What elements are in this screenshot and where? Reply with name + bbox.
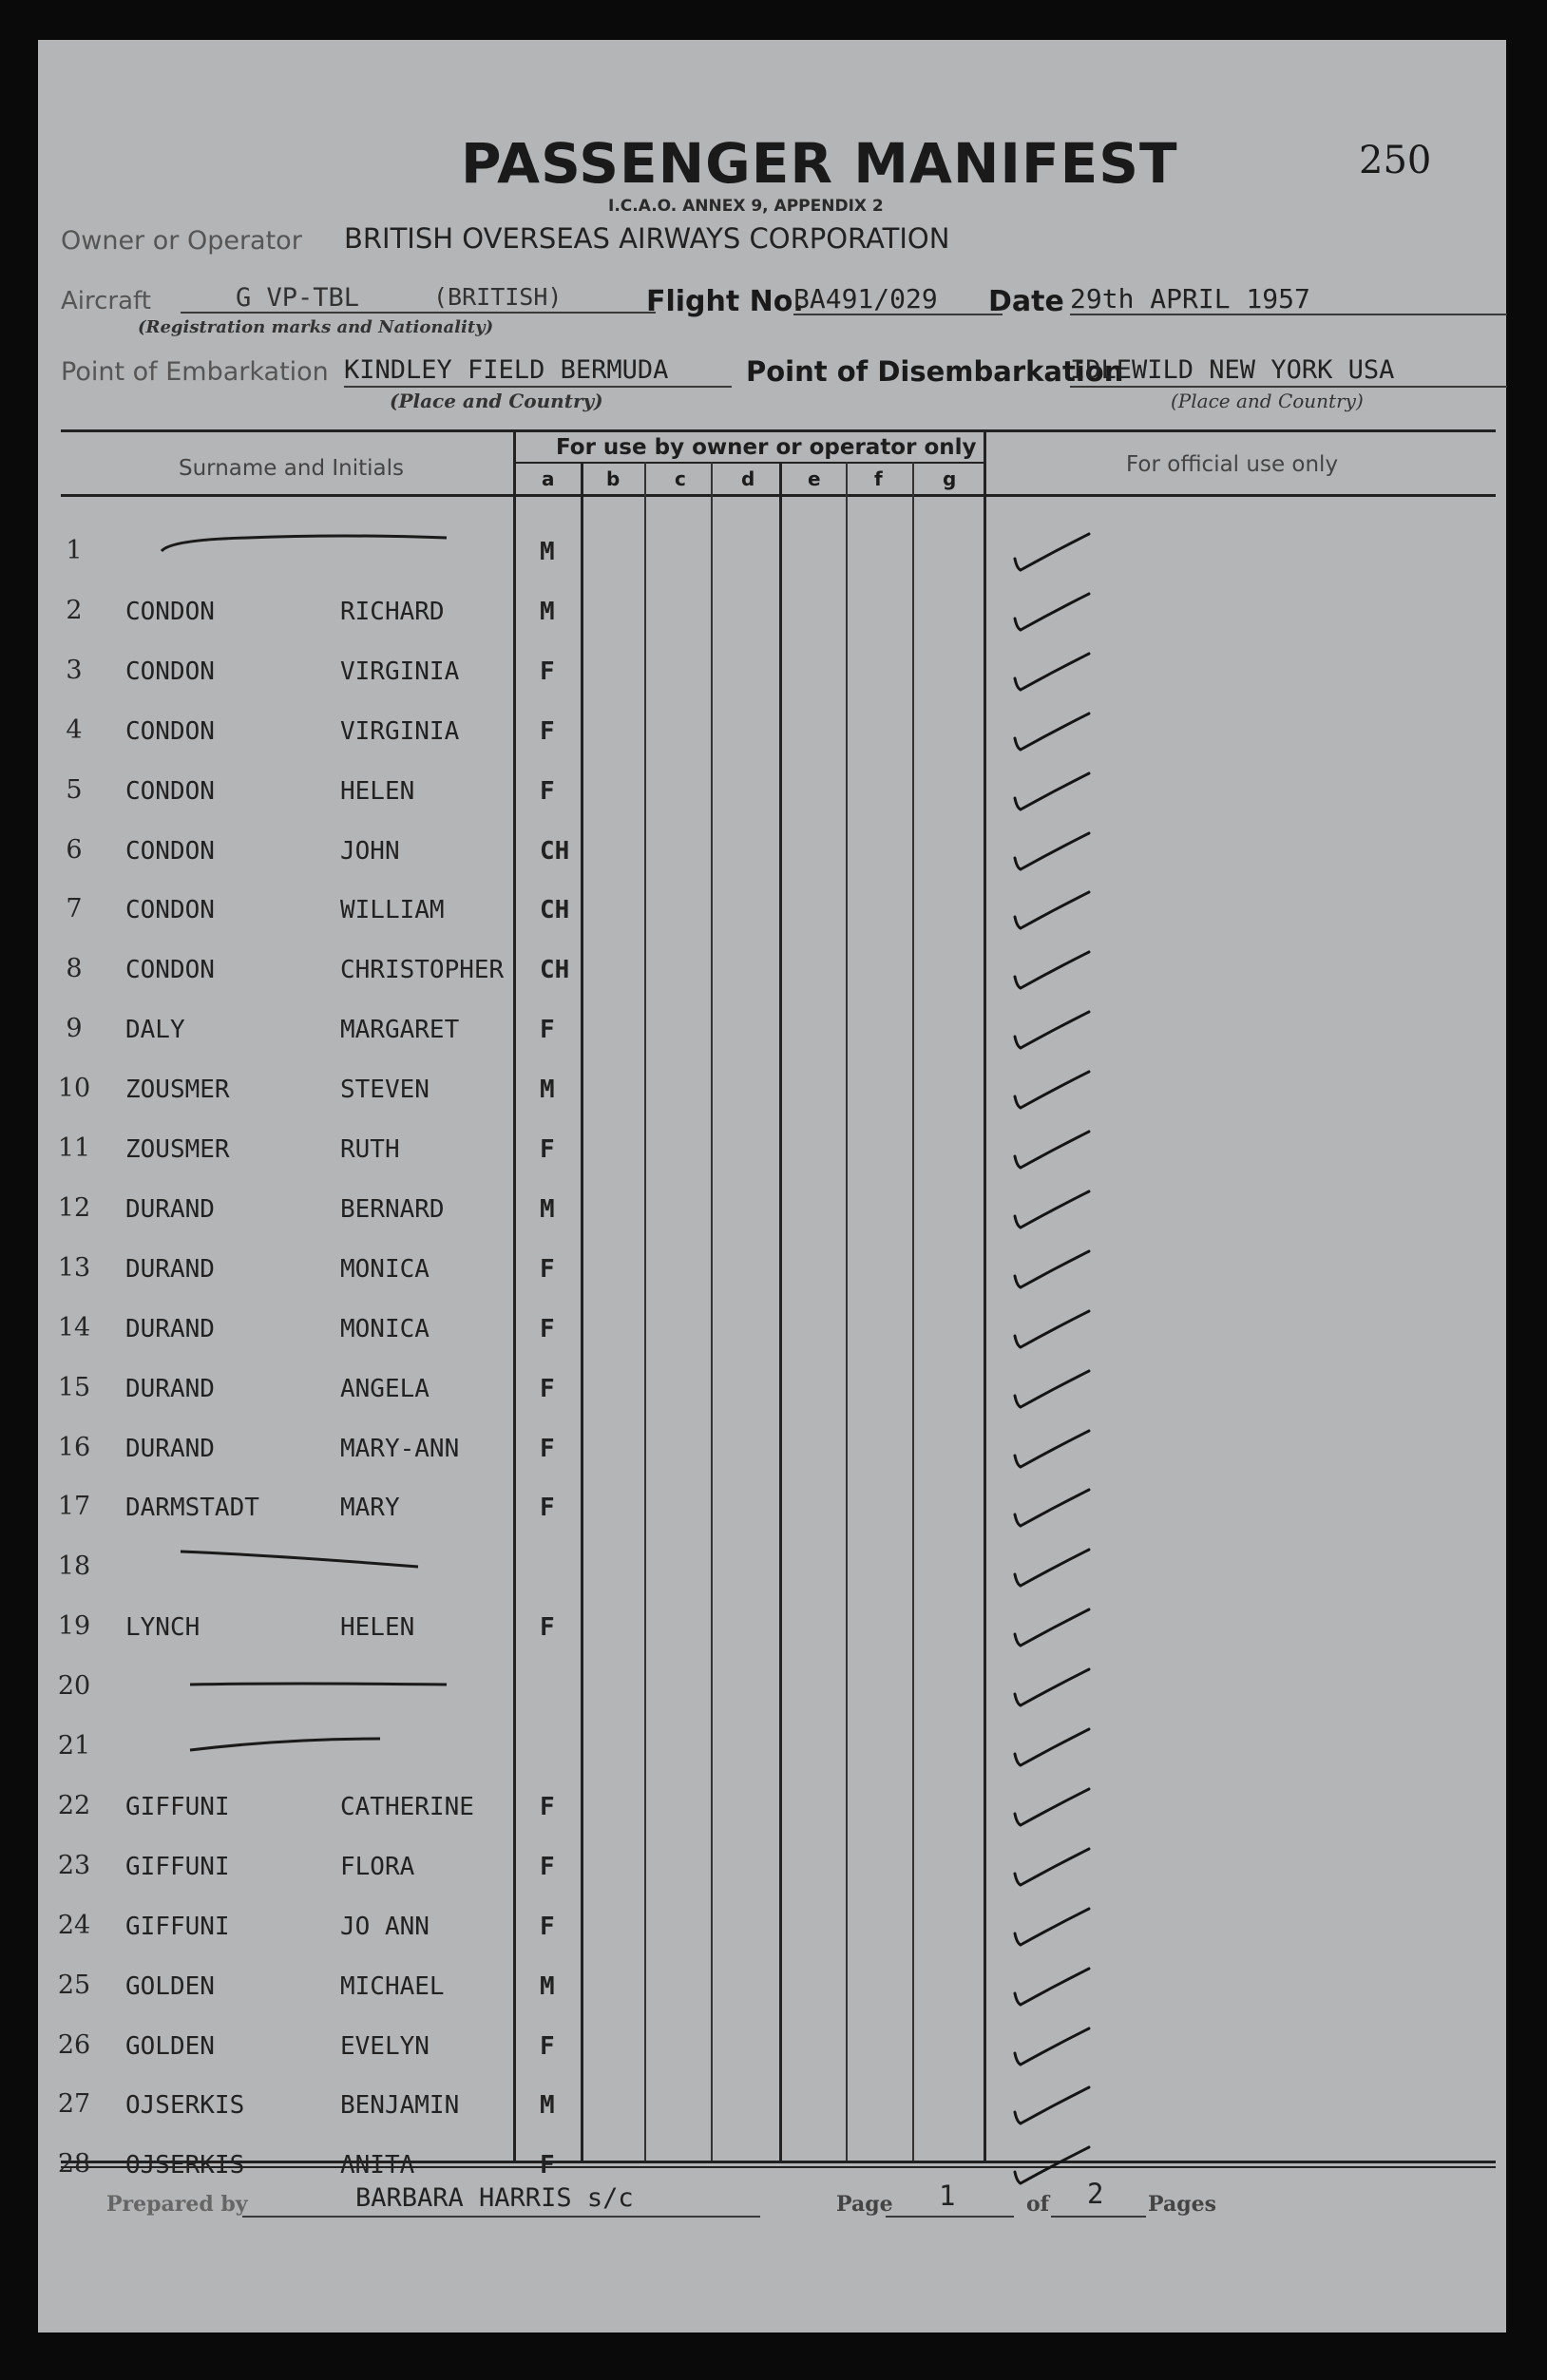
passenger-category: M	[540, 2091, 555, 2120]
subcol-a: a	[542, 467, 555, 490]
table-row	[38, 775, 1506, 834]
passenger-given-name: STEVEN	[340, 1076, 430, 1104]
passenger-category: M	[540, 1972, 555, 2001]
table-row	[38, 656, 1506, 714]
passenger-given-name: HELEN	[340, 1613, 415, 1642]
embark-value: KINDLEY FIELD BERMUDA	[344, 355, 669, 385]
passenger-given-name: CATHERINE	[340, 1793, 474, 1821]
passenger-given-name: JO ANN	[340, 1913, 430, 1941]
passenger-surname: DURAND	[125, 1315, 215, 1343]
subcol-e: e	[808, 467, 821, 490]
passenger-category: F	[540, 1494, 555, 1522]
passenger-given-name: FLORA	[340, 1853, 415, 1881]
passenger-category: F	[540, 777, 555, 806]
table-row	[38, 1433, 1506, 1492]
passenger-given-name: CHRISTOPHER	[340, 956, 505, 984]
passenger-surname: LYNCH	[125, 1613, 201, 1642]
aircraft-nationality: (BRITISH)	[433, 283, 563, 311]
aircraft-label: Aircraft	[61, 287, 151, 315]
subcol-b: b	[606, 467, 621, 490]
of-label: of	[1026, 2192, 1050, 2217]
passenger-surname: CONDON	[125, 777, 215, 806]
table-row	[38, 2030, 1506, 2089]
passenger-surname: CONDON	[125, 956, 215, 984]
passenger-given-name: EVELYN	[340, 2032, 430, 2061]
table-row	[38, 2089, 1506, 2148]
passenger-surname: CONDON	[125, 598, 215, 626]
passenger-surname: CONDON	[125, 657, 215, 686]
passenger-category: M	[540, 1076, 555, 1104]
row-number: 9	[66, 1014, 83, 1043]
table-row	[38, 1911, 1506, 1970]
passenger-surname: GIFFUNI	[125, 1793, 230, 1821]
passenger-category: F	[540, 1315, 555, 1343]
passenger-given-name: BENJAMIN	[340, 2091, 460, 2120]
subcol-f: f	[874, 467, 883, 490]
prepared-label: Prepared by	[106, 2192, 248, 2217]
passenger-surname: GOLDEN	[125, 1972, 215, 2001]
row-number: 16	[57, 1433, 91, 1462]
table-row	[38, 1791, 1506, 1850]
table-top-rule	[61, 429, 1496, 432]
passenger-category: F	[540, 657, 555, 686]
page-stamp: 250	[1359, 139, 1432, 182]
subcol-c: c	[675, 467, 686, 490]
passenger-category: F	[540, 1435, 555, 1463]
col-header-name: Surname and Initials	[179, 456, 404, 481]
passenger-category: F	[540, 1613, 555, 1642]
embark-note: (Place and Country)	[390, 390, 603, 412]
page-number: 1	[939, 2180, 956, 2212]
passenger-category: F	[540, 1375, 555, 1403]
passenger-given-name: MONICA	[340, 1315, 430, 1343]
passenger-category: CH	[540, 896, 570, 924]
subcol-g: g	[943, 467, 957, 490]
prepared-value: BARBARA HARRIS s/c	[355, 2183, 634, 2213]
row-number: 12	[57, 1193, 91, 1223]
passenger-category: F	[540, 1793, 555, 1821]
passenger-category: F	[540, 2032, 555, 2061]
passenger-surname: ZOUSMER	[125, 1135, 230, 1164]
table-row	[38, 2149, 1506, 2208]
passenger-category: F	[540, 1853, 555, 1881]
row-number: 20	[57, 1671, 91, 1701]
passenger-surname: DURAND	[125, 1435, 215, 1463]
row-number: 14	[57, 1313, 91, 1342]
manifest-page	[38, 40, 1506, 2332]
passenger-given-name: MARY	[340, 1494, 400, 1522]
table-row	[38, 835, 1506, 894]
owner-label: Owner or Operator	[61, 226, 302, 256]
row-number: 22	[57, 1791, 91, 1820]
table-row	[38, 1133, 1506, 1192]
row-number: 25	[57, 1971, 91, 2000]
page-total: 2	[1087, 2178, 1104, 2210]
passenger-given-name: ANGELA	[340, 1375, 430, 1403]
table-row	[38, 1193, 1506, 1252]
passenger-surname: GIFFUNI	[125, 1913, 230, 1941]
passenger-surname: CONDON	[125, 896, 215, 924]
passenger-given-name: BERNARD	[340, 1195, 445, 1224]
table-row	[38, 1074, 1506, 1133]
col-header-owner: For use by owner or operator only	[556, 435, 977, 460]
strikethrough-mark	[133, 1718, 513, 1765]
table-row	[38, 1971, 1506, 2029]
aircraft-note: (Registration marks and Nationality)	[138, 317, 494, 337]
passenger-category: CH	[540, 837, 570, 866]
row-number: 11	[57, 1133, 91, 1163]
page-subtitle: I.C.A.O. ANNEX 9, APPENDIX 2	[608, 197, 884, 216]
passenger-category: F	[540, 1255, 555, 1284]
strikethrough-mark	[133, 1538, 513, 1586]
row-number: 15	[57, 1373, 91, 1402]
passenger-surname: DALY	[125, 1016, 185, 1044]
passenger-given-name: RUTH	[340, 1135, 400, 1164]
row-number: 1	[66, 536, 83, 565]
passenger-given-name: WILLIAM	[340, 896, 445, 924]
table-row	[38, 954, 1506, 1013]
passenger-surname: DARMSTADT	[125, 1494, 259, 1522]
passenger-given-name: MICHAEL	[340, 1972, 445, 2001]
table-row	[38, 715, 1506, 774]
flight-label: Flight No.	[646, 285, 804, 318]
owner-value: BRITISH OVERSEAS AIRWAYS CORPORATION	[344, 222, 950, 255]
page-title: PASSENGER MANIFEST	[461, 131, 1178, 196]
row-number: 4	[66, 715, 83, 745]
table-row	[38, 1313, 1506, 1372]
passenger-given-name: MARGARET	[340, 1016, 460, 1044]
passenger-given-name: RICHARD	[340, 598, 445, 626]
passenger-surname: CONDON	[125, 837, 215, 866]
passenger-category: CH	[540, 956, 570, 984]
row-number: 3	[66, 656, 83, 685]
strikethrough-mark	[133, 1658, 513, 1705]
row-number: 10	[57, 1074, 91, 1103]
subcol-d: d	[741, 467, 755, 490]
table-row	[38, 536, 1506, 595]
passenger-category: M	[540, 538, 555, 566]
passenger-surname: DURAND	[125, 1255, 215, 1284]
passenger-surname: GOLDEN	[125, 2032, 215, 2061]
table-row	[38, 1552, 1506, 1610]
row-number: 8	[66, 954, 83, 983]
row-number: 17	[57, 1492, 91, 1521]
disembark-note: (Place and Country)	[1171, 390, 1364, 412]
pages-label: Pages	[1148, 2192, 1216, 2217]
passenger-category: F	[540, 717, 555, 746]
embark-label: Point of Embarkation	[61, 357, 329, 387]
passenger-category: F	[540, 1016, 555, 1044]
row-number: 19	[57, 1611, 91, 1641]
row-number: 18	[57, 1552, 91, 1581]
row-number: 13	[57, 1253, 91, 1283]
row-number: 28	[57, 2149, 91, 2179]
table-row	[38, 1253, 1506, 1312]
passenger-surname: OJSERKIS	[125, 2151, 245, 2180]
passenger-surname: ZOUSMER	[125, 1076, 230, 1104]
passenger-category: M	[540, 598, 555, 626]
passenger-given-name: HELEN	[340, 777, 415, 806]
date-value: 29th APRIL 1957	[1070, 283, 1310, 314]
row-number: 24	[57, 1911, 91, 1940]
passenger-given-name: MARY-ANN	[340, 1435, 460, 1463]
passenger-surname: CONDON	[125, 717, 215, 746]
page-label: Page	[836, 2192, 893, 2217]
passenger-surname: DURAND	[125, 1195, 215, 1224]
table-row	[38, 894, 1506, 953]
date-label: Date	[988, 285, 1064, 318]
row-number: 27	[57, 2089, 91, 2119]
table-row	[38, 1851, 1506, 1910]
passenger-category: F	[540, 1135, 555, 1164]
passenger-surname: GIFFUNI	[125, 1853, 230, 1881]
strikethrough-mark	[133, 523, 513, 570]
table-header-rule	[61, 494, 1496, 497]
row-number: 26	[57, 2030, 91, 2060]
passenger-given-name: ANITA	[340, 2151, 415, 2180]
passenger-category: M	[540, 1195, 555, 1224]
passenger-category: F	[540, 1913, 555, 1941]
table-row	[38, 1373, 1506, 1432]
passenger-given-name: VIRGINIA	[340, 657, 460, 686]
disembark-value: IDLEWILD NEW YORK USA	[1070, 355, 1395, 385]
passenger-given-name: VIRGINIA	[340, 717, 460, 746]
passenger-given-name: JOHN	[340, 837, 400, 866]
disembark-label: Point of Disembarkation	[746, 355, 1124, 388]
row-number: 2	[66, 596, 83, 625]
passenger-surname: OJSERKIS	[125, 2091, 245, 2120]
col-header-official: For official use only	[1126, 452, 1339, 477]
passenger-category: F	[540, 2151, 555, 2180]
aircraft-value: G VP-TBL	[236, 283, 360, 313]
flight-value: BA491/029	[793, 283, 938, 314]
passenger-given-name: MONICA	[340, 1255, 430, 1284]
table-row	[38, 596, 1506, 655]
passenger-surname: DURAND	[125, 1375, 215, 1403]
row-number: 5	[66, 775, 83, 805]
row-number: 7	[66, 894, 83, 923]
table-row	[38, 1014, 1506, 1073]
table-row	[38, 1731, 1506, 1790]
row-number: 21	[57, 1731, 91, 1761]
row-number: 23	[57, 1851, 91, 1880]
row-number: 6	[66, 835, 83, 865]
